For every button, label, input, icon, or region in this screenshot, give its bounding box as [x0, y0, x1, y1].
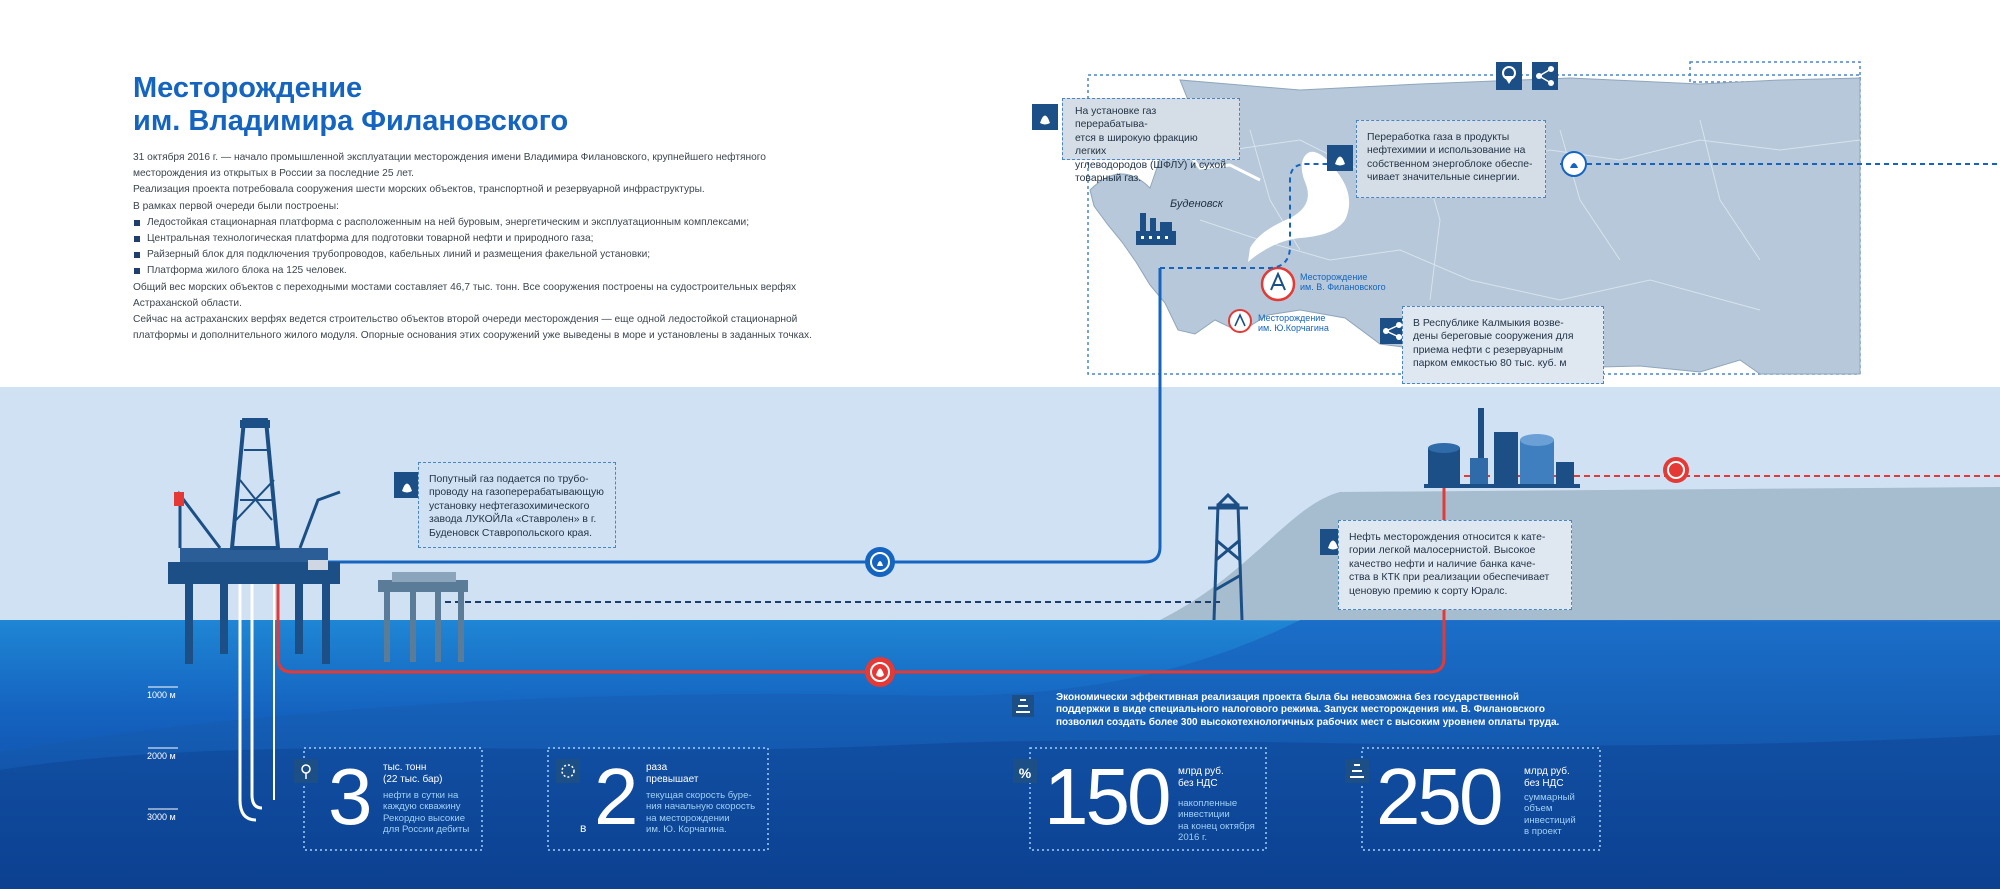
field-marker-korchagin [1229, 310, 1251, 332]
list-item: Ледостойкая стационарная платформа с расположенным на ней буровым, энергетическим и эксплуатационным комплексами; [133, 215, 823, 231]
intro-p4: Общий вес морских объектов с переходными мостами составляет 46,7 тыс. тонн. Все сооружения построены на судостроительных верфях Астраханской области. [133, 281, 797, 309]
stat-unit-total-investment: млрд руб. без НДС [1524, 766, 1570, 789]
svg-text:%: % [1018, 765, 1032, 781]
field-marker-filanovsky [1262, 268, 1294, 300]
intro-p1: 31 октября 2016 г. — начало промышленной эксплуатации месторождения имени Владимира Филановского, крупнейшего нефтяного месторождения из открытых в России за последние 25 лет. [133, 152, 766, 180]
export-oil-marker [1663, 457, 1689, 483]
field-label-filanovsky: Месторождение им. В. Филановского [1300, 272, 1386, 292]
note-petrochemistry: Переработка газа в продукты нефтехимии и использование на собственном энергоблоке обеспе- чивает значительные синергии. [1356, 120, 1546, 198]
stat-prefix-drilling-speed: в [580, 821, 587, 835]
economics-text: Экономически эффективная реализация проекта была бы невозможна без государственной поддержки в виде специального налогового режима. Запуск месторождения им. В. Филановского позволил создать более 300 высокотехнологичных рабочих мест с высоким уровнем оплаты труда. [1056, 692, 1560, 728]
field-label-korchagin: Месторождение им. Ю.Корчагина [1258, 313, 1329, 333]
list-item: Платформа жилого блока на 125 человек. [133, 263, 823, 279]
note-gas-processing: На установке газ перерабатыва- ется в широкую фракцию легких углеводородов (ШФЛУ) и сухой товарный газ. [1062, 98, 1240, 160]
oil-marker [865, 657, 895, 687]
intro-p3: В рамках первой очереди были построены: [133, 200, 339, 212]
depth-label-3000: 3000 м [147, 812, 176, 822]
map-gas-marker [1562, 152, 1586, 176]
stat-value-daily-output: 3 [328, 752, 373, 841]
stat-desc-total-investment: суммарный объем инвестиций в проект [1524, 792, 1576, 838]
intro-p2: Реализация проекта потребовала сооружения шести морских объектов, транспортной и резервуарной инфраструктуры. [133, 184, 705, 196]
stat-desc-drilling-speed: текущая скорость буре- ния начальную скорость на месторождении им. Ю. Корчагина. [646, 790, 756, 836]
stat-value-accumulated-investment: 150 [1044, 752, 1169, 841]
share-icon[interactable] [1532, 62, 1558, 90]
page-title [133, 72, 568, 138]
depth-label-1000: 1000 м [147, 690, 176, 700]
stat-unit-drilling-speed: раза превышает [646, 762, 699, 785]
intro-text [133, 150, 823, 344]
gas-marker [865, 547, 895, 577]
note-kalmykia: В Республике Калмыкия возве- дены береговые сооружения для приема нефти с резервуарным парком емкостью 80 тыс. куб. м [1402, 306, 1604, 384]
title-line-1: Месторождение [133, 72, 363, 104]
list-item: Центральная технологическая платформа для подготовки товарной нефти и природного газа; [133, 231, 823, 247]
depth-label-2000: 2000 м [147, 751, 176, 761]
stat-desc-daily-output: нефти в сутки на каждую скважину Рекордно высокие для России дебиты [383, 790, 470, 836]
stat-value-drilling-speed: 2 [594, 752, 639, 841]
stat-desc-accumulated-investment: накопленные инвестиции на конец октября 2016 г. [1178, 798, 1255, 844]
intro-bullet-list [133, 215, 823, 280]
stat-value-total-investment: 250 [1376, 752, 1501, 841]
city-label-budennovsk: Буденовск [1170, 198, 1223, 210]
title-line-2: им. Владимира Филановского [133, 105, 569, 137]
note-associated-gas: Попутный газ подается по трубо- проводу на газоперерабатывающую установку нефтегазохимического завода ЛУКОЙЛа «Ставролен» в г. Буденовск Ставропольского края. [418, 462, 616, 548]
intro-p5: Сейчас на астраханских верфях ведется строительство объектов второй очереди месторождения — еще одной ледостойкой стационарной платформы и дополнительного жилого модуля. Опорные основания этих сооружений уже выведены в море и установлены в заданных точках. [133, 314, 812, 342]
note-oil-quality: Нефть месторождения относится к кате- гории легкой малосернистой. Высокое качество нефти и наличие банка каче- ства в КТК при реализации обеспечивает ценовую премию к сорту Юралс. [1338, 520, 1572, 610]
stat-unit-daily-output: тыс. тонн (22 тыс. бар) [383, 762, 443, 785]
stat-unit-accumulated-investment: млрд руб. без НДС [1178, 766, 1224, 789]
list-item: Райзерный блок для подключения трубопроводов, кабельных линий и размещения факельной установки; [133, 247, 823, 263]
deep-water [0, 735, 2000, 889]
